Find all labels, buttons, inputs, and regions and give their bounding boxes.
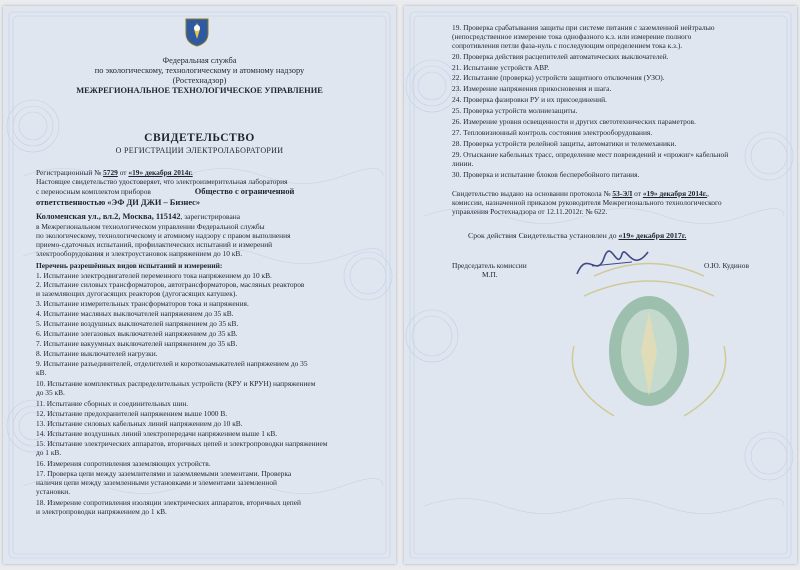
para2-line-2: по экологическому, технологическому и атомному надзору с правом выполнения <box>36 231 291 240</box>
para2-line-4: электрооборудования и электроустановок напряжением до 10 кВ. <box>36 249 243 258</box>
agency-name-line-3: (Ростехнадзор) <box>172 76 227 85</box>
para1-line-1: Настоящее свидетельство удостоверяет, что электроизмерительная лаборатория <box>36 177 288 186</box>
test-item: установки. <box>36 487 71 496</box>
registration-number: 5729 <box>103 168 118 177</box>
agency-name-line-1: Федеральная служба <box>162 56 237 65</box>
certificate-front-page <box>3 6 396 564</box>
test-item: 30. Проверка и испытание блоков бесперебойного питания. <box>452 170 640 179</box>
company-address: Коломенская ул., вл.2, Москва, 115142 <box>36 212 181 221</box>
test-item: 2. Испытание силовых трансформаторов, автотрансформаторов, масляных реакторов <box>36 280 305 289</box>
test-item: 21. Испытание устройств АВР. <box>452 63 550 72</box>
test-item: кВ. <box>36 368 47 377</box>
test-item: и электропроводки напряжением до 1 кВ. <box>36 507 167 516</box>
test-item: до 35 кВ. <box>36 388 65 397</box>
company-name-part-1: Общество с ограниченной <box>194 187 295 196</box>
test-item: 5. Испытание воздушных выключателей напряжением до 35 кВ. <box>36 319 239 328</box>
test-item: 6. Испытание элегазовых выключателей напряжением до 35 кВ. <box>36 329 238 338</box>
test-item: наличия цепи между заземленными установками и элементами заземленной <box>36 478 277 487</box>
validity-line: Срок действия Свидетельства установлен до «19» декабря 2017г. <box>468 231 687 240</box>
test-item: 27. Тепловизионный контроль состояния электрооборудования. <box>452 128 653 137</box>
test-item: 13. Испытание силовых кабельных линий напряжением до 10 кВ. <box>36 419 243 428</box>
protocol-number: 53-ЭЛ <box>612 189 633 198</box>
test-item: 25. Проверка устройств молниезащиты. <box>452 106 578 115</box>
test-item: 22. Испытание (проверка) устройств защитного отключения (УЗО). <box>452 73 665 82</box>
test-item: 4. Испытание масляных выключателей напряжением до 35 кВ. <box>36 309 234 318</box>
para1-line-2: с переносным комплектом приборов Общество с ограниченной <box>36 187 295 196</box>
test-item: 7. Испытание вакуумных выключателей напряжением до 35 кВ. <box>36 339 238 348</box>
test-item: 23. Измерение напряжения прикосновения и шага. <box>452 84 612 93</box>
signature-icon <box>572 244 652 284</box>
test-item: сопротивления петли фаза-нуль с последующим определением тока к.з.). <box>452 41 683 50</box>
chairman-name: О.Ю. Кудинов <box>704 261 749 270</box>
validity-date: «19» декабря 2017г. <box>618 231 687 240</box>
test-item: 15. Испытание электрических аппаратов, вторичных цепей и электропроводки напряжением <box>36 439 328 448</box>
test-item: 20. Проверка действия расцепителей автоматических выключателей. <box>452 52 669 61</box>
basis-line-2: комиссии, назначенной приказом руководителя Межрегионального технологического <box>452 198 722 207</box>
para2-line-3: приемо-сдаточных испытаний, профилактических испытаний и измерений <box>36 240 273 249</box>
test-item: 29. Отыскание кабельных трасс, определение мест повреждений и «прожиг» кабельной <box>452 150 729 159</box>
test-item: 18. Измерение сопротивления изоляции электрических аппаратов, вторичных цепей <box>36 498 301 507</box>
rostekhnadzor-emblem-icon <box>184 17 210 47</box>
test-item: 3. Испытание измерительных трансформаторов тока и напряжения. <box>36 299 249 308</box>
registration-label: Регистрационный № <box>36 168 102 177</box>
agency-division-name: МЕЖРЕГИОНАЛЬНОЕ ТЕХНОЛОГИЧЕСКОЕ УПРАВЛЕНИЕ <box>76 86 323 95</box>
certificate-back-page <box>404 6 797 564</box>
certificate-title: СВИДЕТЕЛЬСТВО <box>144 132 255 144</box>
test-item: до 1 кВ. <box>36 448 62 457</box>
tests-list-heading: Перечень разрешённых видов испытаний и измерений: <box>36 261 223 270</box>
chairman-label: Председатель комиссии <box>452 261 527 270</box>
test-item: и заземляющих дугогасящих реакторов (дугогасящих катушек). <box>36 289 238 298</box>
test-item: линии. <box>452 159 474 168</box>
protocol-date: «19» декабря 2014г. <box>642 189 708 198</box>
certificate-subtitle: О РЕГИСТРАЦИИ ЭЛЕКТРОЛАБОРАТОРИИ <box>115 146 284 155</box>
test-item: 10. Испытание комплектных распределительных устройств (КРУ и КРУН) напряжением <box>36 379 316 388</box>
company-name-part-2: ответственностью «ЭФ ДИ ДЖИ – Бизнес» <box>36 198 201 207</box>
test-item: 9. Испытание разъединителей, отделителей и короткозамыкателей напряжением до 35 <box>36 359 308 368</box>
para2-line-1: в Межрегиональном технологическом управлении Федеральной службы <box>36 222 265 231</box>
test-item: 12. Испытание предохранителей напряжением выше 1000 В. <box>36 409 228 418</box>
basis-line-3: управления Ростехнадзора от 12.11.2012г. № 622. <box>452 207 608 216</box>
registration-from: от <box>119 168 127 177</box>
test-item: 26. Измерение уровня освещенности и других светотехнических параметров. <box>452 117 696 126</box>
test-item: 8. Испытание выключателей нагрузки. <box>36 349 158 358</box>
test-item: 14. Испытание воздушных линий электропередачи напряжением выше 1 кВ. <box>36 429 278 438</box>
test-item: (непосредственное измерение тока однофазного к.з. или измерение полного <box>452 32 692 41</box>
basis-line-1: Свидетельство выдано на основании протокола № 53-ЭЛ от «19» декабря 2014г., <box>452 189 709 198</box>
test-item: 16. Измерения сопротивления заземляющих устройств. <box>36 459 211 468</box>
test-item: 19. Проверка срабатывания защиты при системе питания с заземленной нейтралью <box>452 23 715 32</box>
test-item: 11. Испытание сборных и соединительных шин. <box>36 399 189 408</box>
address-line: Коломенская ул., вл.2, Москва, 115142, зарегистрирована <box>36 212 240 221</box>
test-item: 1. Испытание электродвигателей переменного тока напряжением до 10 кВ. <box>36 271 272 280</box>
test-item: 24. Проверка фазировки РУ и их присоединений. <box>452 95 607 104</box>
test-item: 28. Проверка устройств релейной защиты, автоматики и телемеханики. <box>452 139 677 148</box>
stamp-label: М.П. <box>482 270 498 279</box>
test-item: 17. Проверка цепи между заземлителями и заземляемыми элементами. Проверка <box>36 469 292 478</box>
agency-name-line-2: по экологическому, технологическому и атомному надзору <box>94 66 305 75</box>
registration-date: «19» декабря 2014г. <box>128 168 193 177</box>
